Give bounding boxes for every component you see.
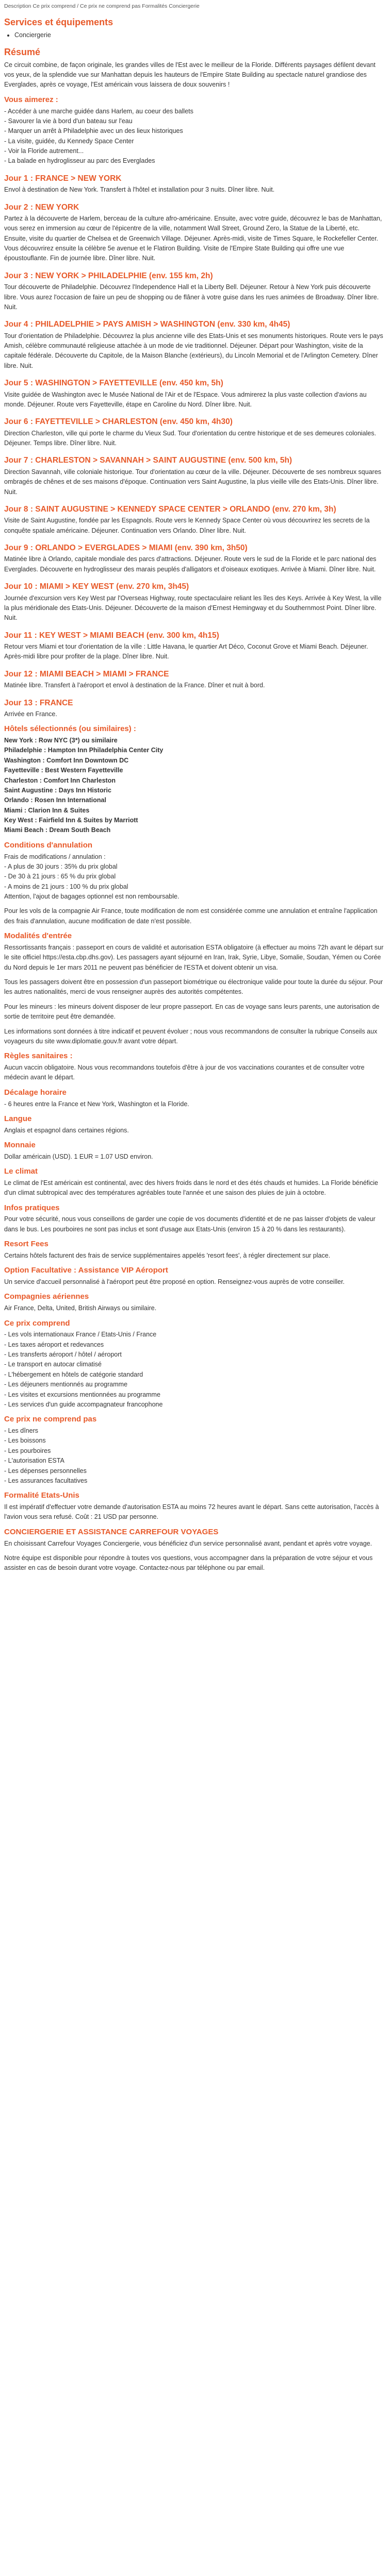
list-item: - L'autorisation ESTA	[4, 1457, 64, 1465]
day-12-title: Jour 12 : MIAMI BEACH > MIAMI > FRANCE	[4, 669, 169, 679]
day-10-title: Jour 10 : MIAMI > KEY WEST (env. 270 km, 3h45)	[4, 582, 189, 591]
ce-prix-comprend-title: Ce prix comprend	[4, 1318, 70, 1328]
regles-text: Aucun vaccin obligatoire. Nous vous recommandons toutefois d'être à jour de vos vaccinations courantes et de consulter votre médecin avant le départ.	[4, 1064, 365, 1081]
list-item: Philadelphie : Hampton Inn Philadelphia Center City	[4, 747, 164, 754]
list-item: Orlando : Rosen Inn International	[4, 796, 106, 804]
list-item: - Les boissons	[4, 1437, 46, 1445]
infos-title: Infos pratiques	[4, 1203, 60, 1212]
day-8-title: Jour 8 : SAINT AUGUSTINE > KENNEDY SPACE CENTER > ORLANDO (env. 270 km, 3h)	[4, 504, 336, 514]
conciergerie-title: CONCIERGERIE ET ASSISTANCE CARREFOUR VOYAGES	[4, 1527, 219, 1536]
day-6-title: Jour 6 : FAYETTEVILLE > CHARLESTON (env. 450 km, 4h30)	[4, 417, 233, 427]
assurance-title: Option Facultative : Assistance VIP Aéroport	[4, 1266, 168, 1275]
list-item: Saint Augustine : Days Inn Historic	[4, 786, 111, 794]
paragraph: Les informations sont données à titre indicatif et peuvent évoluer ; nous vous recommandons de consulter la rubrique Conseils aux voyageurs du site www.diplomatie.gouv.fr avant votre départ.	[4, 1027, 378, 1045]
day-5-title: Jour 5 : WASHINGTON > FAYETTEVILLE (env. 450 km, 5h)	[4, 379, 223, 388]
day-13-text: Arrivée en France.	[4, 710, 57, 718]
day-12-text: Matinée libre. Transfert à l'aéroport et envol à destination de la France. Dîner et nuit à bord.	[4, 682, 265, 689]
list-item: - Les dîners	[4, 1427, 39, 1435]
langue-text: Anglais et espagnol dans certaines régions.	[4, 1126, 129, 1134]
list-item: - La visite, guidée, du Kennedy Space Center	[4, 137, 134, 145]
langue-title: Langue	[4, 1114, 32, 1123]
list-item: Key West : Fairfield Inn & Suites by Marriott	[4, 817, 138, 824]
vous-aimerez-list	[4, 107, 384, 166]
infos-text: Pour votre sécurité, nous vous conseillons de garder une copie de vos documents d'identité et de ne pas laisser d'objets de valeur dans le bus. Les pourboires ne sont pas inclus et sont d'usage aux Etats-Unis (environ 15 à 20 % dans les restaurants).	[4, 1215, 376, 1233]
list-item: New York : Row NYC (3*) ou similaire	[4, 737, 118, 744]
list-item: - Voir la Floride autrement...	[4, 147, 84, 155]
day-8-text: Visite de Saint Augustine, fondée par les Espagnols. Route vers le Kennedy Space Center où vous découvrirez les secrets de la conquête spatiale américaine. Déjeuner. Continuation vers Orlando. Dîner libre. Nuit.	[4, 517, 370, 534]
list-item: - A plus de 30 jours : 35% du prix global	[4, 862, 118, 870]
resume-text: Ce circuit combine, de façon originale, les grandes villes de l'Est avec le meilleur de la Floride. Différents paysages défilent devant vos yeux, de la splendide vue sur Manhattan depuis les hauteurs de l'Empire State Building au spectacle naturel grandiose des Everglades, après ce voyage, l'Est américain vous laissera de doux souvenirs !	[4, 61, 376, 89]
list-item: Miami : Clarion Inn & Suites	[4, 806, 90, 814]
list-item: Miami Beach : Dream South Beach	[4, 826, 111, 834]
resume-title: Résumé	[4, 47, 41, 58]
climat-text: Le climat de l'Est américain est continental, avec des hivers froids dans le nord et des étés chauds et humides. La Floride bénéficie d'un climat subtropical avec des températures agréables toute l'année et une saison des pluies de juin à octobre.	[4, 1179, 378, 1197]
compagnies-title: Compagnies aériennes	[4, 1292, 89, 1301]
resort-title: Resort Fees	[4, 1240, 48, 1249]
day-4-text: Tour d'orientation de Philadelphie. Découvrez la plus ancienne ville des Etats-Unis et ses monuments historiques. Route vers le pays Amish, célèbre communauté religieuse attachée à un mode de vie traditionnel. Déjeuner. Départ pour Washington, visite de la capitale fédérale. Découverte du Capitole, de la Maison Blanche (extérieurs), du Lincoln Memorial et de l'Arlington Cemetery. Dîner libre. Nuit.	[4, 332, 383, 369]
assurance-text: Un service d'accueil personnalisé à l'aéroport peut être proposé en option. Renseignez-vous auprès de votre conseiller.	[4, 1278, 345, 1286]
list-item: - Les assurances facultatives	[4, 1477, 88, 1484]
day-1-text: Envol à destination de New York. Transfert à l'hôtel et installation pour 3 nuits. Dîner libre. Nuit.	[4, 186, 275, 194]
ce-prix-ne-comprend-pas-list	[4, 1426, 384, 1486]
vous-aimerez-title: Vous aimerez :	[4, 95, 58, 104]
ce-prix-ne-comprend-pas-title: Ce prix ne comprend pas	[4, 1415, 97, 1424]
list-item: - Les déjeuners mentionnés au programme	[4, 1381, 128, 1388]
monnaie-text: Dollar américain (USD). 1 EUR = 1.07 USD environ.	[4, 1153, 153, 1160]
list-item: Fayetteville : Best Western Fayetteville	[4, 767, 123, 774]
day-6-text: Direction Charleston, ville qui porte le charme du Vieux Sud. Tour d'orientation du centre historique et de ses demeures coloniales. Déjeuner. Temps libre. Dîner libre. Nuit.	[4, 429, 377, 447]
list-item: - Les transferts aéroport / hôtel / aéroport	[4, 1351, 122, 1359]
paragraph: Pour les mineurs : les mineurs doivent disposer de leur propre passeport. En cas de voyage sans leurs parents, une autorisation de sortie de territoire peut être demandée.	[4, 1003, 380, 1021]
paragraph: Attention, l'ajout de bagages optionnel est non remboursable.	[4, 893, 180, 901]
climat-title: Le climat	[4, 1167, 38, 1176]
decalage-title: Décalage horaire	[4, 1088, 67, 1097]
day-1-title: Jour 1 : FRANCE > NEW YORK	[4, 174, 122, 183]
list-item: - L'hébergement en hôtels de catégorie standard	[4, 1370, 143, 1378]
services-item: • Conciergerie	[14, 30, 384, 40]
list-item: Charleston : Comfort Inn Charleston	[4, 776, 116, 784]
list-item: - Les vols internationaux France / Etats-Unis / France	[4, 1331, 157, 1338]
day-9-title: Jour 9 : ORLANDO > EVERGLADES > MIAMI (env. 390 km, 3h50)	[4, 544, 248, 553]
breadcrumb: Description Ce prix comprend / Ce prix ne comprend pas Formalités Conciergerie	[4, 3, 200, 9]
hotels-list	[4, 736, 384, 836]
day-2-text: Partez à la découverte de Harlem, berceau de la culture afro-américaine. Ensuite, avec votre guide, découvrez le bas de Manhattan, vous serez en immersion au cœur de l'épicentre de la ville, notamment Wall Street, Ground Zero, la Statue de la Liberté, etc. Ensuite, visite du quartier de Chelsea et de Greenwich Village. Déjeuner. Après-midi, visite de Times Square, le Rockefeller Center. Vous découvrirez ensuite la célèbre 5e avenue et le Flatiron Building. Visite de l'Empire State Building qui offre une vue époustouflante. Fin de journée libre. Dîner libre. Nuit.	[4, 214, 382, 262]
day-4-title: Jour 4 : PHILADELPHIE > PAYS AMISH > WASHINGTON (env. 330 km, 4h45)	[4, 320, 290, 329]
list-item: - A moins de 21 jours : 100 % du prix global	[4, 883, 128, 890]
modalites-title: Modalités d'entrée	[4, 931, 72, 941]
list-item: - Savourer la vie à bord d'un bateau sur l'eau	[4, 117, 133, 125]
list-item: - Les dépenses personnelles	[4, 1467, 87, 1475]
day-7-text: Direction Savannah, ville coloniale historique. Tour d'orientation au cœur de la ville. Déjeuner. Découverte de ses nombreux squares ombragés de chênes et de ses maisons d'époque. Continuation vers Saint Augustine, la plus vieille ville des Etats-Unis. Dîner libre. Nuit.	[4, 468, 382, 496]
list-item: - Les taxes aéroport et redevances	[4, 1341, 104, 1348]
list-item: - La balade en hydroglisseur au parc des Everglades	[4, 157, 155, 165]
services-title: Services et équipements	[4, 17, 113, 28]
paragraph: En choisissant Carrefour Voyages Conciergerie, vous bénéficiez d'un service personnalisé avant, pendant et après votre voyage.	[4, 1539, 372, 1547]
services-list	[4, 30, 384, 40]
ce-prix-comprend-list	[4, 1330, 384, 1410]
day-3-text: Tour découverte de Philadelphie. Découvrez l'Independence Hall et la Liberty Bell. Déjeuner. Retour à New York puis découverte libre. Vous aurez l'occasion de faire un peu de shopping ou de flâner à votre guise dans les rues animées de Broadway. Dîner libre. Nuit.	[4, 283, 379, 311]
day-10-text: Journée d'excursion vers Key West par l'Overseas Highway, route spectaculaire reliant les îles des Keys. Arrivée à Key West, la ville la plus méridionale des Etats-Unis. Déjeuner. Découverte de la maison d'Ernest Hemingway et du Southernmost Point. Dîner libre. Nuit.	[4, 594, 382, 622]
day-5-text: Visite guidée de Washington avec le Musée National de l'Air et de l'Espace. Vous admirerez la plus vaste collection d'avions au monde. Déjeuner. Route vers Fayetteville, étape en Caroline du Nord. Dîner libre. Nuit.	[4, 391, 367, 408]
conditions-title: Conditions d'annulation	[4, 840, 93, 850]
day-11-title: Jour 11 : KEY WEST > MIAMI BEACH (env. 300 km, 4h15)	[4, 631, 219, 640]
list-item: - De 30 à 21 jours : 65 % du prix global	[4, 873, 116, 880]
list-item: Washington : Comfort Inn Downtown DC	[4, 756, 129, 764]
resort-text: Certains hôtels facturent des frais de service supplémentaires appelés 'resort fees', à régler directement sur place.	[4, 1251, 331, 1259]
paragraph: Tous les passagers doivent être en possession d'un passeport biométrique ou électronique valide pour toute la durée du séjour. Pour les autres nationalités, merci de vous renseigner auprès des autorités compétentes.	[4, 978, 383, 996]
day-2-title: Jour 2 : NEW YORK	[4, 202, 79, 212]
decalage-text: - 6 heures entre la France et New York, Washington et la Floride.	[4, 1100, 189, 1108]
day-13-title: Jour 13 : FRANCE	[4, 698, 73, 707]
regles-title: Règles sanitaires :	[4, 1052, 73, 1061]
formalites-text: Il est impératif d'effectuer votre demande d'autorisation ESTA au moins 72 heures avant le départ. Sans cette autorisation, l'accès à l'avion vous sera refusé. Coût : 21 USD par personne.	[4, 1503, 379, 1521]
paragraph: Ressortissants français : passeport en cours de validité et autorisation ESTA obligatoire (à effectuer au moins 72h avant le départ sur le site officiel https://esta.cbp.dhs.gov). Les passagers ayant séjourné en Iran, Irak, Syrie, Libye, Somalie, Soudan, Yémen ou Corée du Nord depuis le 1er mars 2011 ne peuvent pas bénéficier de l'ESTA et doivent obtenir un visa.	[4, 943, 384, 971]
list-item: - Les visites et excursions mentionnées au programme	[4, 1391, 160, 1398]
monnaie-title: Monnaie	[4, 1141, 36, 1150]
list-item: - Marquer un arrêt à Philadelphie avec un des lieux historiques	[4, 127, 183, 135]
formalites-title: Formalité Etats-Unis	[4, 1491, 79, 1500]
day-3-title: Jour 3 : NEW YORK > PHILADELPHIE (env. 155 km, 2h)	[4, 271, 213, 280]
list-item: - Les services d'un guide accompagnateur francophone	[4, 1400, 163, 1408]
day-9-text: Matinée libre à Orlando, capitale mondiale des parcs d'attractions. Déjeuner. Route vers le sud de la Floride et le parc national des Everglades. Découverte en hydroglisseur des marais peuplés d'alligators et d'oiseaux exotiques. Arrivée à Miami. Dîner libre. Nuit.	[4, 555, 377, 573]
conditions-list	[4, 852, 384, 927]
list-item: - Accéder à une marche guidée dans Harlem, au coeur des ballets	[4, 107, 193, 115]
hotels-title: Hôtels sélectionnés (ou similaires) :	[4, 724, 136, 734]
compagnies-text: Air France, Delta, United, British Airways ou similaire.	[4, 1304, 157, 1312]
list-item: - Le transport en autocar climatisé	[4, 1361, 102, 1368]
day-7-title: Jour 7 : CHARLESTON > SAVANNAH > SAINT AUGUSTINE (env. 500 km, 5h)	[4, 456, 292, 465]
list-item: - Les pourboires	[4, 1447, 51, 1454]
paragraph: Notre équipe est disponible pour répondre à toutes vos questions, vous accompagner dans la préparation de votre séjour et vous assister en cas de besoin durant votre voyage. Contactez-nous par téléphone ou par email.	[4, 1554, 373, 1572]
list-item: Frais de modifications / annulation :	[4, 853, 106, 860]
paragraph: Pour les vols de la compagnie Air France, toute modification de nom est considérée comme une annulation et entraîne l'application des frais d'annulation, aucune modification de date n'est possible.	[4, 907, 378, 925]
day-11-text: Retour vers Miami et tour d'orientation de la ville : Little Havana, le quartier Art Déco, Coconut Grove et Miami Beach. Déjeuner. Après-midi libre pour profiter de la plage. Dîner libre. Nuit.	[4, 643, 368, 660]
